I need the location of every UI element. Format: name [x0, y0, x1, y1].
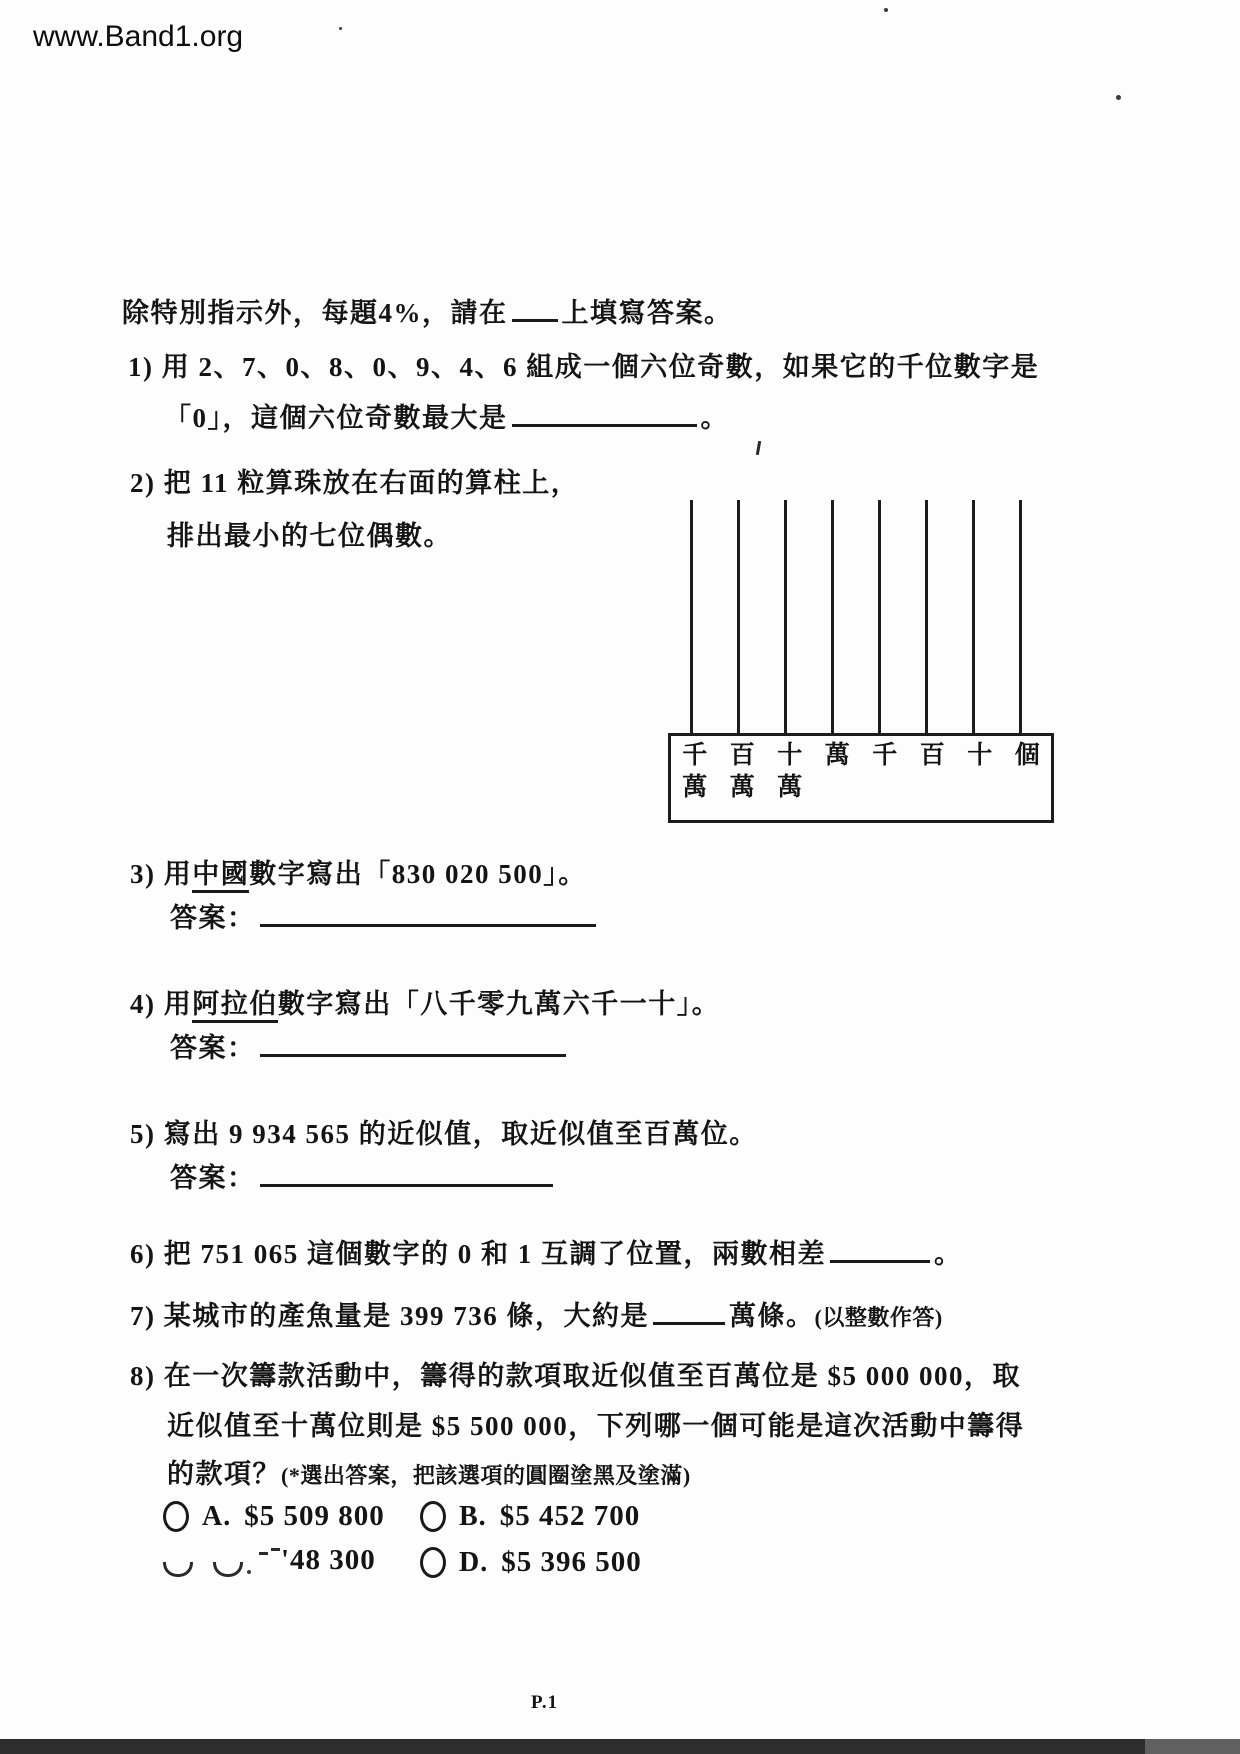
scan-artifact [1116, 95, 1121, 100]
question-8-line-3-text: 的款項？ [167, 1459, 281, 1489]
question-8-line-1: 8) 在一次籌款活動中，籌得的款項取近似值至百萬位是 $5 000 000，取 [130, 1361, 1021, 1391]
abacus-rod [690, 500, 693, 733]
question-1-period: 。 [700, 403, 729, 433]
option-a-bubble-icon[interactable] [163, 1501, 189, 1532]
option-c-bubble-fragment-icon[interactable] [163, 1562, 193, 1577]
abacus-frame [668, 733, 1054, 823]
question-8-note: (*選出答案，把該選項的圓圈塗黑及塗滿) [281, 1463, 691, 1488]
question-7-line [130, 1294, 943, 1333]
question-6-text: 6) 把 751 065 這個數字的 0 和 1 互調了位置，兩數相差 [130, 1239, 826, 1269]
question-6-period: 。 [934, 1239, 963, 1269]
question-3-line [130, 852, 587, 891]
option-b-bubble-icon[interactable] [420, 1501, 446, 1532]
question-7-text: 7) 某城市的產魚量是 399 736 條，大約是 [130, 1301, 649, 1331]
instruction-suffix: 上填寫答案。 [561, 298, 733, 328]
instruction-prefix: 除特別指示外，每題4%，請在 [122, 298, 508, 328]
scan-fragment [271, 1548, 280, 1551]
option-d-bubble-icon[interactable] [420, 1547, 446, 1578]
answer-label: 答案： [170, 903, 256, 933]
question-8-line-3 [167, 1452, 691, 1491]
question-1-line-2 [164, 396, 729, 435]
question-4-answer-blank [260, 1046, 566, 1057]
scan-artifact [339, 27, 342, 30]
abacus-rod [925, 500, 928, 733]
abacus-label-empty [956, 772, 1004, 804]
abacus-label: 百 [729, 742, 755, 769]
question-4-prefix: 4) 用 [130, 989, 193, 1019]
option-a-label: A. [202, 1500, 232, 1532]
question-1-answer-blank [512, 416, 697, 427]
question-7-answer-blank [653, 1314, 725, 1325]
question-1-line-2-text: 「0」，這個六位奇數最大是 [164, 403, 508, 433]
abacus-label: 千 [682, 742, 708, 769]
scan-artifact [756, 441, 761, 455]
option-c-letter-fragment [213, 1562, 243, 1577]
abacus-label-empty [814, 772, 862, 804]
abacus-rod [784, 500, 787, 733]
abacus-label: 萬 [824, 742, 850, 769]
question-2-line-2: 排出最小的七位偶數。 [167, 521, 452, 551]
abacus-label-empty [861, 772, 909, 804]
abacus-rod [878, 500, 881, 733]
abacus-label: 萬 [777, 774, 803, 801]
option-b-value: $5 452 700 [499, 1500, 641, 1532]
question-7-note: (以整數作答) [814, 1305, 943, 1330]
instruction-blank [512, 311, 558, 322]
page-number: P.1 [531, 1692, 559, 1713]
option-a [163, 1500, 385, 1533]
question-3-answer-blank [260, 916, 596, 927]
question-6-answer-blank [830, 1252, 930, 1263]
scan-edge-bar-light [1145, 1739, 1240, 1754]
abacus-label: 萬 [729, 774, 755, 801]
abacus-rod [1019, 500, 1022, 733]
option-d [420, 1546, 642, 1579]
question-1-line-1: 1) 用 2、7、0、8、0、9、4、6 組成一個六位奇數，如果它的千位數字是 [128, 352, 1040, 382]
question-4-underlined-word: 阿拉伯 [192, 989, 278, 1023]
scan-fragment [247, 1570, 251, 1574]
site-watermark: www.Band1.org [33, 20, 244, 53]
abacus-label-row-bottom [671, 772, 1051, 804]
question-6-line [130, 1232, 963, 1271]
abacus-label: 十 [777, 742, 803, 769]
answer-label: 答案： [170, 1033, 256, 1063]
abacus-label: 十 [967, 742, 993, 769]
abacus-rod [972, 500, 975, 733]
scan-edge-bar [0, 1739, 1240, 1754]
abacus-label-empty [909, 772, 957, 804]
question-7-units: 萬條。 [729, 1301, 815, 1331]
question-3-underlined-word: 中國 [192, 859, 249, 893]
option-c-value: '48 300 [281, 1544, 376, 1576]
option-c [163, 1546, 403, 1582]
question-5-answer-row [170, 1156, 557, 1195]
option-d-label: D. [459, 1546, 489, 1578]
option-b-label: B. [459, 1500, 487, 1532]
abacus-label: 個 [1014, 742, 1040, 769]
abacus-rod [831, 500, 834, 733]
abacus-label-empty [1004, 772, 1052, 804]
option-b [420, 1500, 640, 1533]
question-4-line [130, 982, 720, 1021]
scan-artifact [884, 8, 888, 12]
abacus-label: 百 [919, 742, 945, 769]
question-5-line: 5) 寫出 9 934 565 的近似值，取近似值至百萬位。 [130, 1119, 758, 1149]
scan-fragment [259, 1552, 268, 1555]
question-3-answer-row [170, 896, 600, 935]
question-3-prefix: 3) 用 [130, 859, 193, 889]
question-2-line-1: 2) 把 11 粒算珠放在右面的算柱上， [130, 468, 580, 498]
option-d-value: $5 396 500 [501, 1546, 642, 1578]
question-3-rest: 數字寫出「830 020 500」。 [249, 859, 587, 889]
question-4-rest: 數字寫出「八千零九萬六千一十」。 [277, 989, 721, 1019]
question-8-line-2: 近似值至十萬位則是 $5 500 000，下列哪一個可能是這次活動中籌得 [167, 1411, 1025, 1441]
abacus-label: 千 [872, 742, 898, 769]
instruction-line [122, 291, 733, 330]
answer-label: 答案： [170, 1163, 256, 1193]
question-5-answer-blank [260, 1176, 553, 1187]
option-a-value: $5 509 800 [244, 1500, 385, 1532]
abacus-label-row-top [671, 740, 1051, 772]
abacus-label: 萬 [682, 774, 708, 801]
abacus-rod [737, 500, 740, 733]
question-4-answer-row [170, 1026, 570, 1065]
